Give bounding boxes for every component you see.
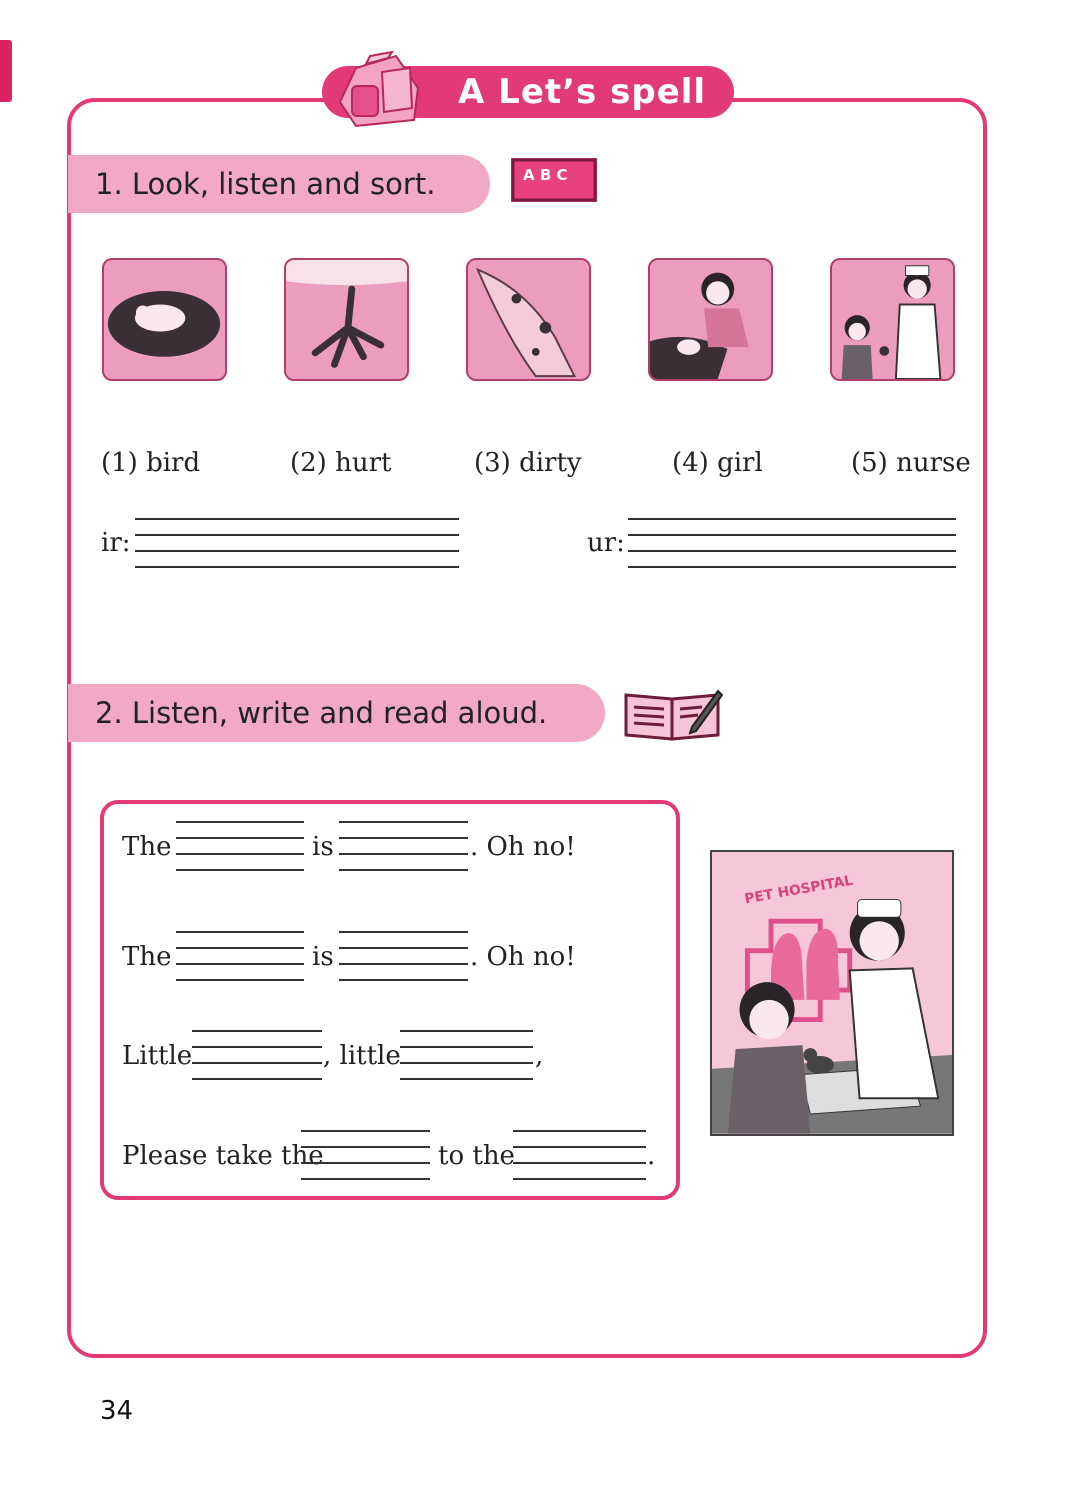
s3-blank-2[interactable] — [400, 1030, 533, 1080]
s1-the: The — [122, 832, 172, 862]
s2-is: is — [312, 942, 334, 972]
schoolbag-icon — [326, 48, 438, 130]
s3-end: , — [535, 1041, 544, 1071]
s4-blank-2[interactable] — [513, 1130, 646, 1180]
s2-blank-1[interactable] — [176, 931, 304, 981]
word-nurse: (5) nurse — [851, 448, 971, 478]
edge-marker — [0, 40, 12, 102]
abc-icon — [511, 158, 597, 202]
sort-label-ur: ur: — [587, 528, 625, 558]
picture-girl — [648, 258, 773, 381]
s1-is: is — [312, 832, 334, 862]
s3-blank-1[interactable] — [192, 1030, 322, 1080]
s4-start: Please take the — [122, 1141, 324, 1171]
sort-label-ir: ir: — [101, 528, 131, 558]
picture-dirty — [466, 258, 591, 381]
s4-end: . — [647, 1141, 656, 1171]
page-title: A Let’s spell — [458, 72, 707, 112]
picture-nurse — [830, 258, 955, 381]
s1-end: . Oh no! — [470, 832, 576, 862]
word-bird: (1) bird — [101, 448, 201, 478]
s2-end: . Oh no! — [470, 942, 576, 972]
s2-the: The — [122, 942, 172, 972]
picture-bird — [102, 258, 227, 381]
word-dirty: (3) dirty — [474, 448, 582, 478]
word-hurt: (2) hurt — [290, 448, 392, 478]
section2-heading: 2. Listen, write and read aloud. — [68, 684, 605, 742]
picture-hurt — [284, 258, 409, 381]
page-number: 34 — [100, 1396, 134, 1426]
abc-badge-text: A B C — [523, 166, 568, 184]
s2-blank-2[interactable] — [339, 931, 468, 981]
s4-mid: to the — [438, 1141, 515, 1171]
pet-hospital-sign: PET HOSPITAL — [743, 872, 855, 908]
section1-heading: 1. Look, listen and sort. — [68, 155, 490, 213]
s3-little: Little — [122, 1041, 193, 1071]
word-girl: (4) girl — [672, 448, 763, 478]
s4-blank-1[interactable] — [301, 1130, 430, 1180]
pet-hospital-picture — [710, 850, 954, 1136]
ir-writing-lines[interactable] — [135, 518, 459, 572]
s3-mid: , little — [323, 1041, 401, 1071]
book-pencil-icon — [622, 687, 724, 742]
s1-blank-2[interactable] — [339, 821, 468, 871]
s1-blank-1[interactable] — [176, 821, 304, 871]
ur-writing-lines[interactable] — [628, 518, 956, 572]
